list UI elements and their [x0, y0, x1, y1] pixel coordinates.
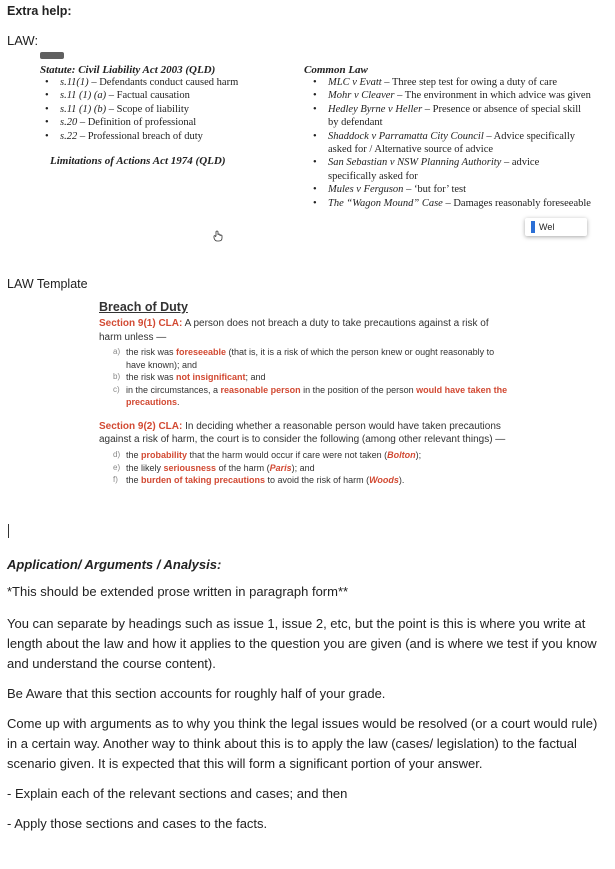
statute-item: • s.20 – Definition of professional	[45, 117, 197, 129]
analysis-paragraph: Be Aware that this section accounts for roughly half of your grade.	[7, 686, 386, 701]
statute-column	[36, 56, 296, 167]
statute-title: Statute: Civil Liability Act 2003 (QLD)	[40, 64, 216, 76]
list-item: e) the likely seriousness of the harm (Paris); and	[113, 462, 315, 473]
law-heading: LAW:	[7, 33, 39, 48]
list-item: f) the burden of taking precautions to avoid the risk of harm (Woods).	[113, 475, 405, 486]
hand-cursor-icon	[212, 230, 224, 242]
list-item: d) the probability that the harm would occur if care were not taken (Bolton);	[113, 449, 422, 460]
common-law-column	[304, 56, 594, 210]
list-item: c) in the circumstances, a reasonable person in the position of the person would have taken the precautions.	[113, 384, 508, 408]
case-item: • San Sebastian v NSW Planning Authority – advice specifically asked for	[313, 157, 540, 182]
popup-tab[interactable]	[525, 218, 587, 236]
analysis-paragraph: - Apply those sections and cases to the facts.	[7, 816, 268, 831]
text-cursor	[8, 524, 9, 538]
section-9-1-list	[99, 346, 509, 409]
template-heading: Breach of Duty	[99, 300, 188, 314]
law-screenshot	[36, 56, 596, 278]
statute-item: • s.11 (1) (a) – Factual causation	[45, 90, 190, 102]
extra-help-heading: Extra help:	[7, 4, 72, 18]
list-item: b) the risk was not insignificant; and	[113, 372, 266, 383]
analysis-title: Application/ Arguments / Analysis:	[7, 557, 222, 572]
law-template-heading: LAW Template	[7, 277, 88, 291]
statute-list	[36, 76, 296, 143]
analysis-section	[7, 557, 607, 834]
analysis-paragraph: Come up with arguments as to why you think the legal issues would be resolved (or a court would rule) in a certain way. Another way to think about this is to apply the law (cases/ legislation) to the factual scenario given. It is expected that this will form a significant portion of your answer.	[7, 716, 598, 771]
case-item: • Hedley Byrne v Heller – Presence or absence of special skill by defendant	[313, 103, 582, 129]
breach-of-duty-template	[99, 300, 509, 487]
case-item: • The “Wagon Mound” Case – Damages reasonably foreseeable	[313, 197, 591, 209]
bookmark-icon	[531, 221, 535, 233]
section-9-2: Section 9(2) CLA: In deciding whether a reasonable person would have taken precautions against a risk of harm, the court is to consider the following (among other relevant things) —	[99, 420, 506, 446]
case-item: • MLC v Evatt – Three step test for owing a duty of care	[313, 77, 558, 88]
list-item: a) the risk was foreseeable (that is, it is a risk of which the person knew or ought reasonably to have known); and	[113, 347, 495, 370]
case-item: • Shaddock v Parramatta City Council – Advice specifically asked for / Alternative source of advice	[313, 130, 575, 156]
limitations-act-title: Limitations of Actions Act 1974 (QLD)	[50, 155, 226, 168]
image-artifact	[40, 52, 64, 59]
analysis-paragraph: - Explain each of the relevant sections and cases; and then	[7, 786, 348, 801]
statute-item: • s.11(1) – Defendants conduct caused harm	[45, 77, 239, 88]
section-9-1: Section 9(1) CLA: A person does not breach a duty to take precautions against a risk of harm unless —	[99, 318, 489, 343]
statute-item: • s.22 – Professional breach of duty	[45, 130, 203, 142]
common-law-list	[304, 76, 594, 210]
common-law-title: Common Law	[304, 64, 368, 76]
case-item: • Mohr v Cleaver – The environment in which advice was given	[313, 90, 591, 102]
analysis-paragraph: *This should be extended prose written in paragraph form**	[7, 584, 349, 599]
section-9-2-list	[99, 449, 509, 487]
case-item: • Mules v Ferguson – ‘but for’ test	[313, 184, 467, 196]
analysis-paragraph: You can separate by headings such as issue 1, issue 2, etc, but the point is this is where you write at length about the law and how it applies to the question you are given (and is where we test if you know and understand the course content).	[7, 616, 597, 671]
popup-label: Wel	[539, 222, 555, 232]
statute-item: • s.11 (1) (b) – Scope of liability	[45, 103, 189, 115]
